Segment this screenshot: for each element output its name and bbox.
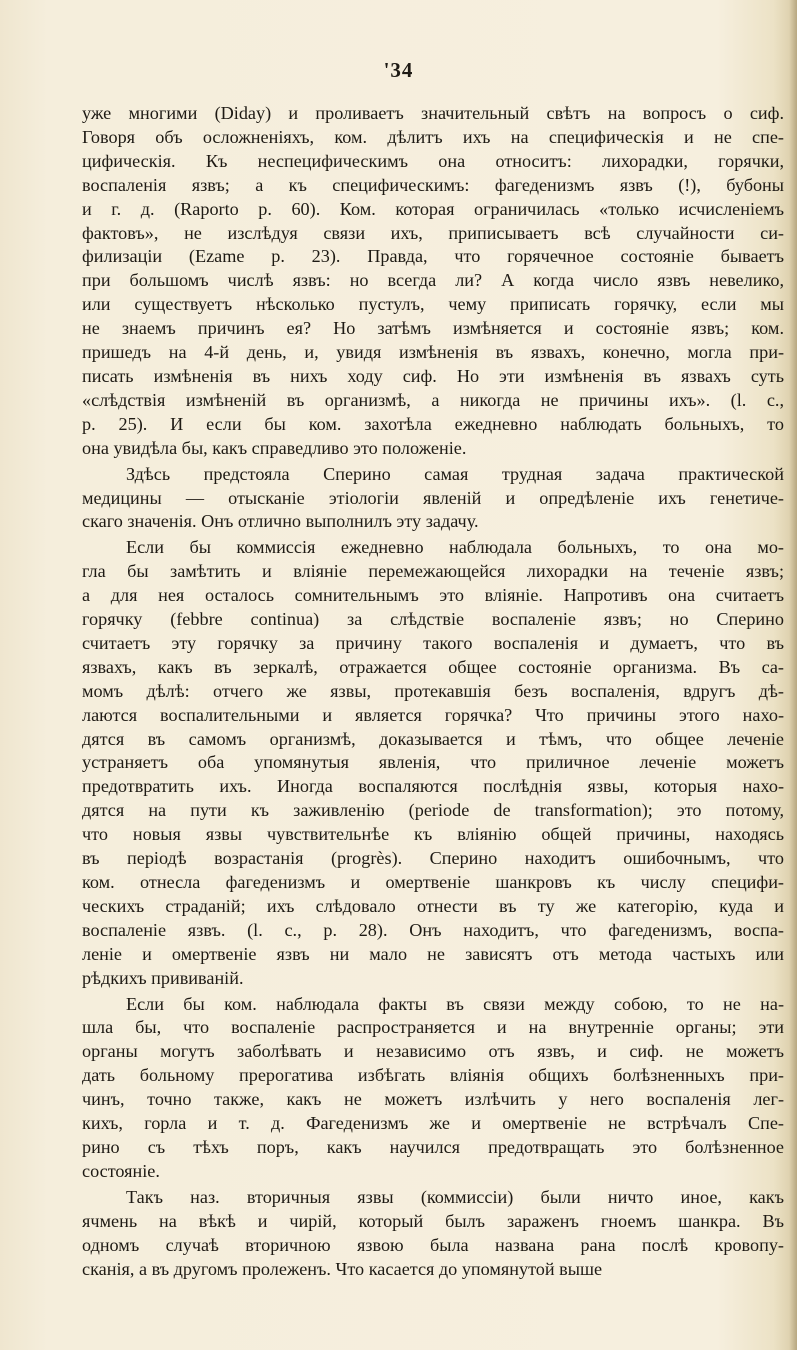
text-line: воспаленіе язвъ. (l. c., p. 28). Онъ находитъ, что фагеденизмъ, воспа- xyxy=(82,919,784,940)
text-line: рино съ тѣхъ поръ, какъ научился предотвращать это болѣзненное xyxy=(82,1136,784,1157)
paragraph xyxy=(82,102,784,461)
text-line: ком. отнесла фагеденизмъ и омертвеніе шанкровъ къ числу специфи- xyxy=(82,872,784,892)
text-line: одномъ случаѣ вторичною язвою была названа рана послѣ кровопу- xyxy=(82,1234,784,1255)
text-line: ческихъ страданій; ихъ слѣдовало отнести въ ту же категорію, куда и xyxy=(82,895,784,916)
paragraph xyxy=(82,536,784,990)
text-line: ячмень на вѣкѣ и чирій, который былъ зараженъ гноемъ шанкра. Въ xyxy=(82,1210,784,1231)
text-line: гла бы замѣтить и вліяніе перемежающейся лихорадки на теченіе язвъ; xyxy=(82,561,784,582)
text-line: въ періодѣ возрастанія (progrès). Сперино находитъ ошибочнымъ, что xyxy=(82,848,784,869)
text-line: Здѣсь предстояла Сперино самая трудная задача практической xyxy=(126,463,784,484)
text-line: при большомъ числѣ язвъ: но всегда ли? А когда число язвъ невелико, xyxy=(82,270,784,291)
text-line: Если бы ком. наблюдала факты въ связи между собою, то не на- xyxy=(126,993,784,1014)
paragraph xyxy=(82,993,784,1184)
text-line: что новыя язвы чувствительнѣе къ вліянію общей причины, находясь xyxy=(82,824,784,845)
text-line: состояніе. xyxy=(82,1160,160,1181)
text-line: цифическія. Къ неспецифическимъ она относитъ: лихорадки, горячки, xyxy=(82,150,784,171)
text-line: медицины — отысканіе этіологіи явленій и опредѣленіе ихъ генетиче- xyxy=(82,487,784,508)
text-line: или существуетъ нѣсколько пустулъ, чему приписать горячку, если мы xyxy=(82,294,784,315)
text-line: язвахъ, какъ въ зеркалѣ, отражается общее состояніе организма. Въ са- xyxy=(82,656,784,677)
text-line: и г. д. (Raporto p. 60). Ком. которая ограничилась «только исчисленіемъ xyxy=(82,198,784,219)
text-line: p. 25). И если бы ком. захотѣла ежедневно наблюдать больныхъ, то xyxy=(82,413,784,434)
text-line: сканія, а въ другомъ пролеженъ. Что касается до упомянутой выше xyxy=(82,1258,603,1279)
text-line: кихъ, горла и т. д. Фагеденизмъ же и омертвеніе не встрѣчалъ Спе- xyxy=(82,1113,784,1134)
text-line: предотвратить ихъ. Иногда воспаляются послѣднія язвы, которыя нахо- xyxy=(82,776,784,797)
text-line: дятся на пути къ заживленію (periode de transformation); это потому, xyxy=(82,800,784,821)
text-line: уже многими (Diday) и проливаетъ значительный свѣтъ на вопросъ о сиф. xyxy=(82,103,784,123)
text-line: рѣдкихъ прививаній. xyxy=(82,967,244,988)
paragraph xyxy=(82,1186,784,1282)
text-line: органы могутъ заболѣвать и независимо отъ язвъ, и сиф. не можетъ xyxy=(82,1041,784,1062)
text-line: момъ дѣлѣ: отчего же язвы, протекавшія безъ воспаленія, вдругъ дѣ- xyxy=(82,680,784,701)
text-line: Если бы коммиссія ежедневно наблюдала больныхъ, то она мо- xyxy=(126,537,784,558)
text-line: дятся въ самомъ организмѣ, доказывается и тѣмъ, что общее леченіе xyxy=(82,728,784,749)
text-line: скаго значенія. Онъ отлично выполнилъ эту задачу. xyxy=(82,511,479,532)
text-line: «слѣдствія измѣненій въ организмѣ, а никогда не причины ихъ». (l. c., xyxy=(82,389,784,410)
text-line: шла бы, что воспаленіе распространяется и на внутренніе органы; эти xyxy=(82,1017,784,1038)
text-line: леніе и омертвеніе язвъ ни мало не зависятъ отъ метода частыхъ или xyxy=(82,943,784,964)
text-line: не знаемъ причинъ ея? Но затѣмъ измѣняется и состояніе язвъ; ком. xyxy=(82,318,784,339)
page-spine-shadow xyxy=(789,0,797,1350)
text-line: считаетъ эту горячку за причину такого воспаленія и думаетъ, что въ xyxy=(82,632,784,653)
text-line: Говоря объ осложненіяхъ, ком. дѣлитъ ихъ на специфическія и не спе- xyxy=(82,126,784,147)
text-line: горячку (febbre continua) за слѣдствіе воспаленіе язвъ; но Сперино xyxy=(82,609,784,630)
text-line: писать измѣненія въ нихъ ходу сиф. Но эти измѣненія въ язвахъ суть xyxy=(82,365,784,386)
text-line: лаются воспалительными и является горячка? Что причины этого нахо- xyxy=(82,704,784,725)
page-number: '34 xyxy=(383,58,414,82)
text-line: фактовъ», не изслѣдуя связи ихъ, приписываетъ всѣ случайности си- xyxy=(82,222,784,243)
text-line: дать больному прерогатива избѣгать вліянія общихъ болѣзненныхъ при- xyxy=(82,1065,784,1086)
text-line: Такъ наз. вторичныя язвы (коммиссіи) были ничто иное, какъ xyxy=(126,1186,784,1207)
paragraph xyxy=(82,463,784,535)
page-body xyxy=(82,102,784,1281)
text-line: чинъ, точно также, какъ не можетъ излѣчить у него воспаленія лег- xyxy=(82,1089,784,1110)
text-line: пришедъ на 4-й день, и, увидя измѣненія въ язвахъ, конечно, могла при- xyxy=(82,342,784,363)
text-line: устраняетъ оба упомянутыя явленія, что приличное леченіе можетъ xyxy=(82,752,784,773)
text-line: воспаленія язвъ; а къ специфическимъ: фагеденизмъ язвъ (!), бубоны xyxy=(82,174,784,195)
text-line: она увидѣла бы, какъ справедливо это положеніе. xyxy=(82,437,467,458)
text-line: а для нея осталось сомнительнымъ это вліяніе. Напротивъ она считаетъ xyxy=(82,585,784,606)
text-line: филизаціи (Ezame p. 23). Правда, что горячечное состояніе бываетъ xyxy=(82,246,784,267)
